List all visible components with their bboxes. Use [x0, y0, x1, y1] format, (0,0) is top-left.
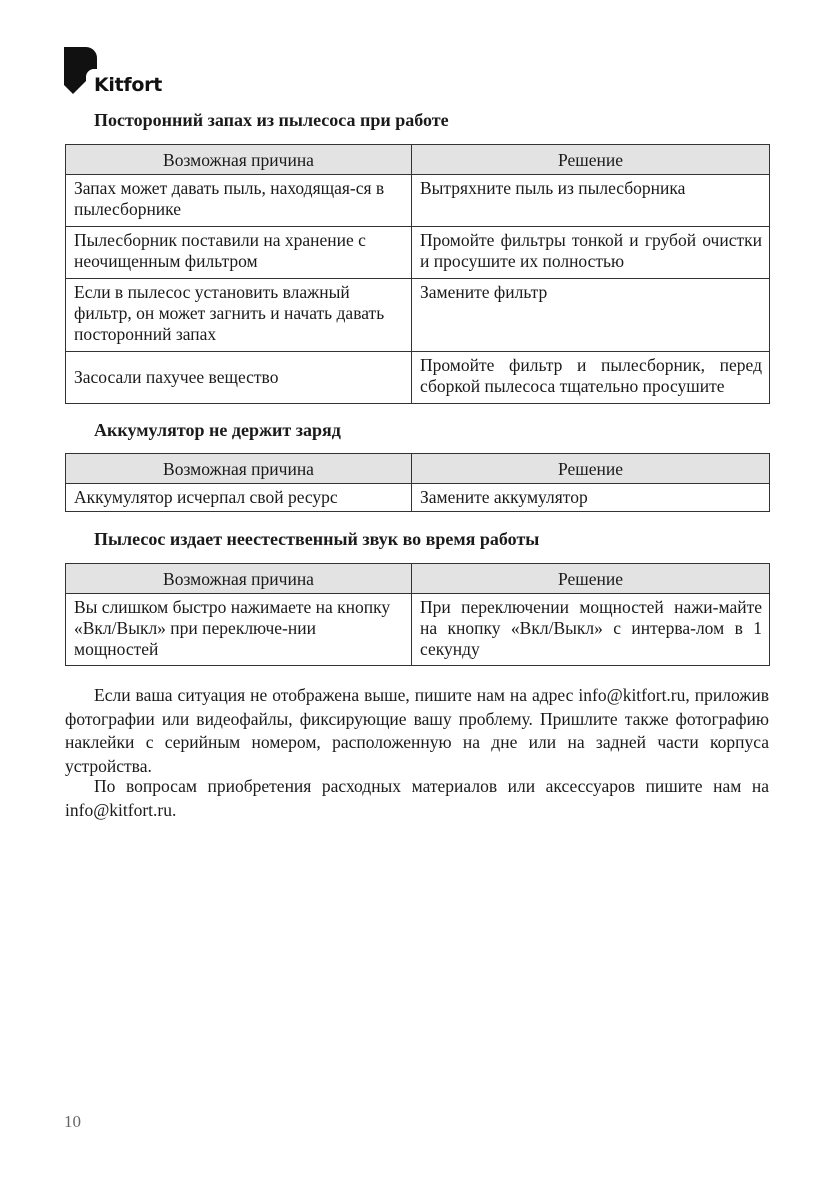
solution-cell: Замените фильтр [412, 279, 770, 352]
brand-name: Kitfort [94, 74, 162, 96]
troubleshooting-table [65, 563, 770, 666]
column-header-cause: Возможная причина [66, 454, 412, 484]
section-title: Посторонний запах из пылесоса при работе [94, 110, 449, 130]
table-header-row [66, 145, 770, 175]
kitfort-logo [64, 47, 184, 97]
accessories-paragraph: По вопросам приобретения расходных материалов или аксессуаров пишите нам на info@kitfort.ru. [65, 776, 769, 820]
troubleshooting-table [65, 453, 770, 512]
troubleshooting-table [65, 144, 770, 404]
cause-cell: Запах может давать пыль, находящая-ся в пылесборнике [66, 175, 412, 227]
solution-cell: Вытряхните пыль из пылесборника [412, 175, 770, 227]
cause-cell: Засосали пахучее вещество [66, 352, 412, 404]
cause-cell: Аккумулятор исчерпал свой ресурс [66, 484, 412, 512]
cause-cell: Пылесборник поставили на хранение с неочищенным фильтром [66, 227, 412, 279]
table-row [66, 594, 770, 666]
page-number: 10 [64, 1112, 81, 1131]
solution-cell: При переключении мощностей нажи-майте на кнопку «Вкл/Выкл» с интерва-лом в 1 секунду [412, 594, 770, 666]
table-row [66, 484, 770, 512]
column-header-cause: Возможная причина [66, 564, 412, 594]
solution-cell: Замените аккумулятор [412, 484, 770, 512]
table-row [66, 227, 770, 279]
cause-cell: Вы слишком быстро нажимаете на кнопку «Вкл/Выкл» при переключе-нии мощностей [66, 594, 412, 666]
column-header-cause: Возможная причина [66, 145, 412, 175]
cause-cell: Если в пылесос установить влажный фильтр, он может загнить и начать давать посторонний запах [66, 279, 412, 352]
table-header-row [66, 454, 770, 484]
table-row [66, 279, 770, 352]
table-row [66, 352, 770, 404]
column-header-solution: Решение [412, 145, 770, 175]
section-title: Аккумулятор не держит заряд [94, 420, 341, 440]
solution-cell: Промойте фильтры тонкой и грубой очистки и просушите их полностью [412, 227, 770, 279]
kitfort-logo-icon [64, 47, 97, 97]
table-header-row [66, 564, 770, 594]
table-row [66, 175, 770, 227]
contact-paragraph: Если ваша ситуация не отображена выше, пишите нам на адрес info@kitfort.ru, приложив фотографии или видеофайлы, фиксирующие вашу проблему. Пришлите также фотографию наклейки с серийным номером, расположенную на дне или на задней части корпуса устройства. [65, 685, 769, 776]
column-header-solution: Решение [412, 564, 770, 594]
solution-cell: Промойте фильтр и пылесборник, перед сборкой пылесоса тщательно просушите [412, 352, 770, 404]
section-title: Пылесос издает неестественный звук во время работы [94, 529, 540, 549]
column-header-solution: Решение [412, 454, 770, 484]
